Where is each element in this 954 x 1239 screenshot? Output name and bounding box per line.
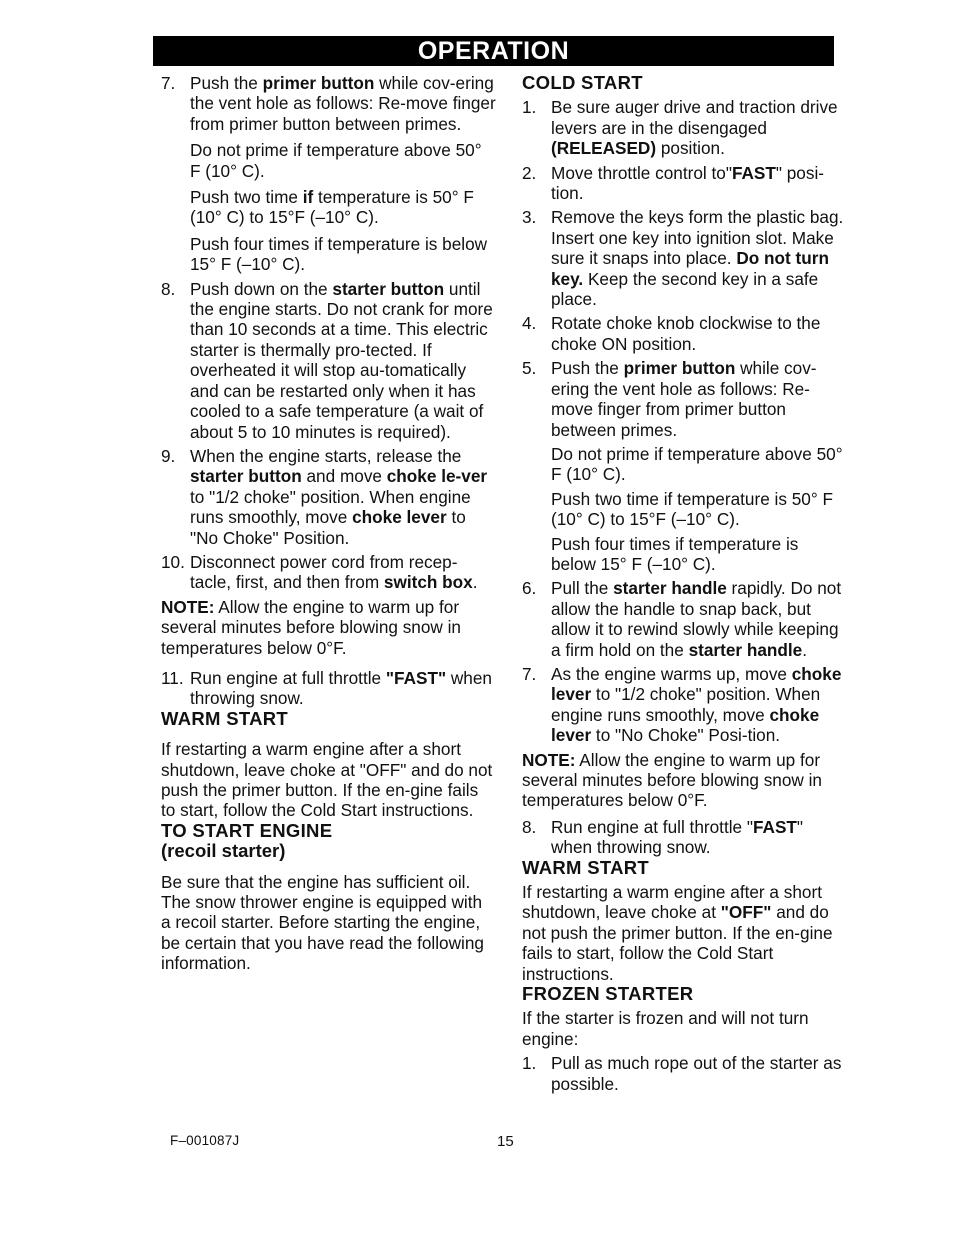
warm-start-heading: WARM START bbox=[522, 856, 649, 878]
step-number: 9. bbox=[161, 445, 176, 466]
step-number: 8. bbox=[161, 278, 176, 299]
cold-step-4 bbox=[522, 313, 844, 354]
step-9-release bbox=[161, 446, 496, 548]
recoil-starter-subheading: (recoil starter) bbox=[161, 840, 286, 862]
step-number: 2. bbox=[522, 162, 537, 183]
step-number: 7. bbox=[522, 663, 537, 684]
step-text: As the engine warms up, move choke lever to "1/2 choke" position. When engine runs smoothly, move choke lever to "No Choke" Posi-tion. bbox=[551, 663, 842, 746]
step-number: 7. bbox=[161, 73, 176, 93]
step-number: 10. bbox=[161, 551, 185, 572]
right-column bbox=[522, 73, 844, 1094]
frozen-starter-heading: FROZEN STARTER bbox=[522, 983, 694, 1005]
step-number: 4. bbox=[522, 313, 537, 334]
step-text: Push two time if temperature is 50° F (10° C) to 15°F (–10° C). bbox=[551, 488, 833, 530]
frozen-step-1 bbox=[522, 1053, 844, 1094]
step-text: Be sure auger drive and traction drive levers are in the disengaged (RELEASED) position. bbox=[551, 97, 838, 159]
step-text: Disconnect power cord from recep-tacle, first, and then from switch box. bbox=[190, 551, 478, 593]
cold-start-heading: COLD START bbox=[522, 72, 643, 93]
cold-step-1 bbox=[522, 97, 844, 158]
warm-start-text: If restarting a warm engine after a short shutdown, leave choke at "OFF" and do not push the primer button. If the en-gine fails to start, follow the Cold Start instructions. bbox=[522, 882, 833, 984]
step-text: Push four times if temperature is below 15° F (–10° C). bbox=[551, 533, 799, 574]
step-text: Do not prime if temperature above 50° F (10° C). bbox=[190, 140, 482, 181]
step-text: Pull as much rope out of the starter as possible. bbox=[551, 1053, 842, 1094]
step-text: Pull the starter handle rapidly. Do not allow the handle to snap back, but allow it to rewind slowly while keeping a firm hold on the starter handle. bbox=[551, 578, 842, 660]
step-number: 11. bbox=[161, 667, 184, 688]
step-text: When the engine starts, release the starter button and move choke le-ver to "1/2 choke" position. When engine runs smoothly, move choke lever to "No Choke" Position. bbox=[190, 445, 488, 548]
step-text: Rotate choke knob clockwise to the choke ON position. bbox=[551, 313, 821, 354]
cold-step-7 bbox=[522, 664, 844, 746]
step-number: 1. bbox=[522, 97, 537, 118]
step-8-starter bbox=[161, 279, 496, 442]
warm-start-heading: WARM START bbox=[161, 707, 288, 729]
document-code: F–001087J bbox=[170, 1133, 240, 1148]
step-text: Push two time if temperature is 50° F (10° C) to 15°F (–10° C). bbox=[190, 187, 474, 228]
step-number: 1. bbox=[522, 1053, 537, 1074]
recoil-starter-text: Be sure that the engine has sufficient oil. The snow thrower engine is equipped with a recoil starter. Before starting the engine, be certain that you have read the following information. bbox=[161, 871, 484, 974]
warm-start-text: If restarting a warm engine after a short shutdown, leave choke at "OFF" and do not push the primer button. If the en-gine fails to start, follow the Cold Start instructions. bbox=[161, 739, 493, 821]
step-number: 6. bbox=[522, 578, 537, 599]
start-engine-heading: TO START ENGINE bbox=[161, 819, 333, 841]
page-number: 15 bbox=[497, 1133, 514, 1150]
step-10-disconnect bbox=[161, 552, 496, 593]
step-11-throttle bbox=[161, 668, 496, 709]
step-text: Push the primer button while cov-ering the vent hole as follows: Re-move finger from primer button between primes. bbox=[190, 73, 496, 134]
section-banner: OPERATION bbox=[153, 36, 834, 66]
step-number: 3. bbox=[522, 207, 537, 228]
step-text: Push down on the starter button until the engine starts. Do not crank for more than 10 seconds at a time. This electric starter is thermally pro-tected. If overheated it will stop au-tomatically and can be restarted only when it has cooled to a safe temperature (a wait of about 5 to 10 minutes is required). bbox=[190, 278, 493, 442]
step-text: Move throttle control to"FAST" posi-tion. bbox=[551, 162, 825, 204]
step-text: Do not prime if temperature above 50° F (10° C). bbox=[551, 443, 843, 485]
step-text: Push the primer button while cov-ering the vent hole as follows: Re-move finger from primer button between primes. bbox=[551, 358, 817, 440]
step-text: Push four times if temperature is below 15° F (–10° C). bbox=[190, 233, 488, 275]
cold-step-6 bbox=[522, 578, 844, 660]
step-number: 8. bbox=[522, 816, 537, 837]
note: NOTE: Allow the engine to warm up for several minutes before blowing snow in temperatures below 0°F. bbox=[522, 749, 822, 811]
step-text: Remove the keys form the plastic bag. Insert one key into ignition slot. Make sure it snaps into place. Do not turn key. Keep the second key in a safe place. bbox=[551, 207, 844, 310]
cold-step-8 bbox=[522, 817, 844, 858]
left-column bbox=[161, 73, 496, 974]
cold-step-5 bbox=[522, 358, 844, 574]
step-number: 5. bbox=[522, 358, 537, 379]
frozen-starter-text: If the starter is frozen and will not turn engine: bbox=[522, 1008, 809, 1049]
cold-step-3 bbox=[522, 207, 844, 309]
note: NOTE: Allow the engine to warm up for several minutes before blowing snow in temperatures below 0°F. bbox=[161, 596, 461, 658]
cold-step-2 bbox=[522, 163, 844, 204]
step-text: Run engine at full throttle "FAST" when throwing snow. bbox=[551, 816, 804, 858]
step-7-primer bbox=[161, 73, 496, 275]
step-text: Run engine at full throttle "FAST" when throwing snow. bbox=[190, 667, 492, 709]
